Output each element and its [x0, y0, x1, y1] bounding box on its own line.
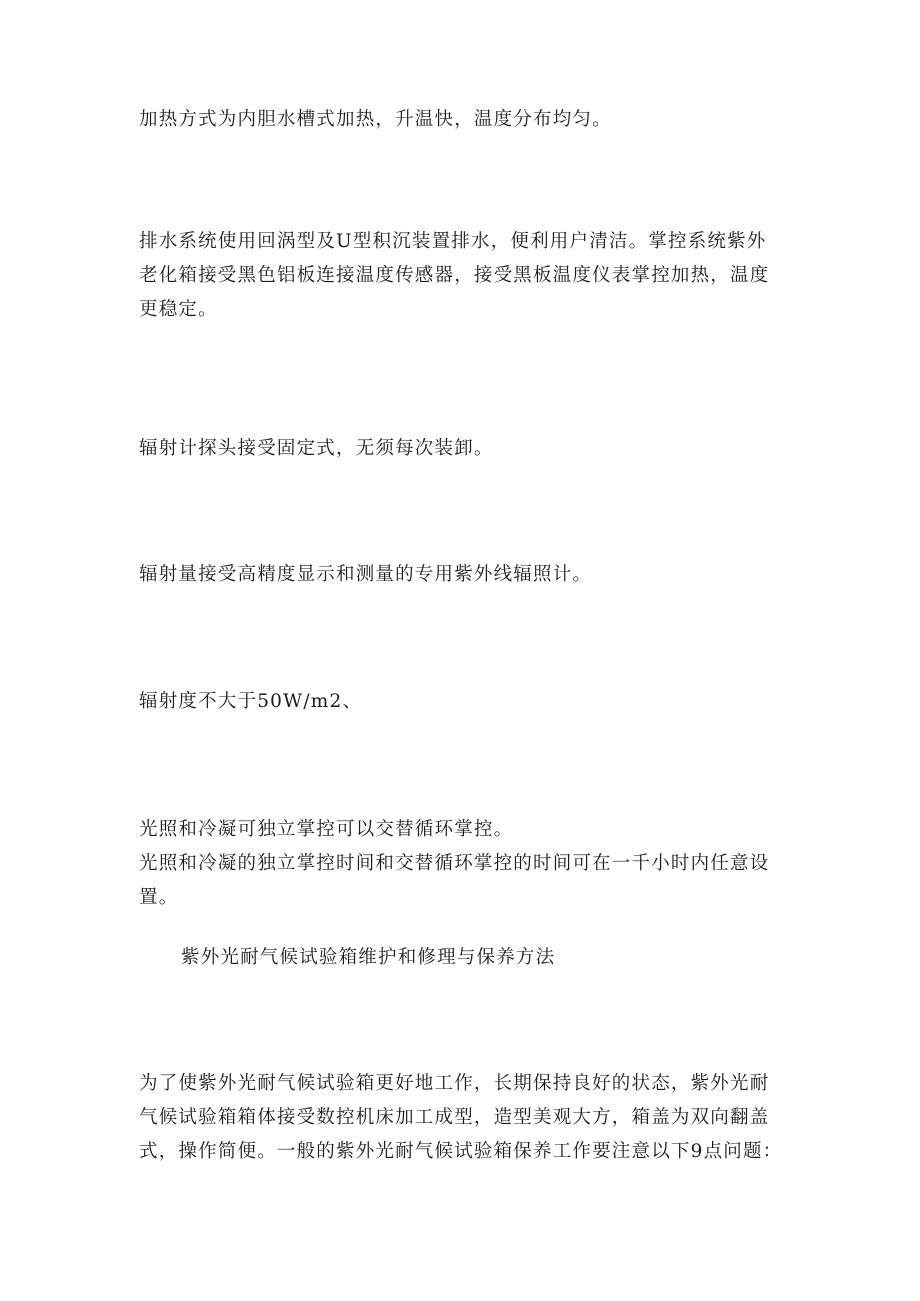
paragraph-line: 辐射计探头接受固定式，无须每次装卸。: [139, 438, 494, 459]
paragraph-line: 老化箱接受黑色铝板连接温度传感器，接受黑板温度仪表掌控加热，温度: [139, 265, 770, 286]
paragraph-radiation-measure: [139, 558, 799, 592]
paragraph-irradiance-limit: [139, 685, 799, 719]
paragraph-line: 气候试验箱箱体接受数控机床加工成型，造型美观大方，箱盖为双向翻盖: [139, 1107, 770, 1128]
paragraph-line: 置。: [139, 887, 179, 908]
paragraph-maintenance-intro: [139, 1067, 799, 1169]
paragraph-line: 加热方式为内胆水槽式加热，升温快，温度分布均匀。: [139, 109, 612, 130]
paragraph-drainage-control: [139, 225, 799, 327]
paragraph-radiometer-probe: [139, 432, 799, 466]
paragraph-heating-method: [139, 103, 799, 137]
paragraph-line: 辐射度不大于50W/m2、: [139, 691, 363, 712]
section-heading: 紫外光耐气候试验箱维护和修理与保养方法: [181, 947, 556, 968]
paragraph-line: 光照和冷凝的独立掌控时间和交替循环掌控的时间可在一千小时内任意设: [139, 853, 770, 874]
paragraph-line: 辐射量接受高精度显示和测量的专用紫外线辐照计。: [139, 564, 593, 585]
paragraph-line: 式，操作简便。一般的紫外光耐气候试验箱保养工作要注意以下9点问题：: [139, 1141, 783, 1162]
paragraph-line: 为了使紫外光耐气候试验箱更好地工作，长期保持良好的状态，紫外光耐: [139, 1073, 770, 1094]
paragraph-line: 排水系统使用回涡型及U型积沉装置排水，便利用户清洁。掌控系统紫外: [139, 231, 767, 252]
paragraph-light-condensation: [139, 813, 799, 915]
paragraph-line: 更稳定。: [139, 299, 218, 320]
paragraph-line: 光照和冷凝可独立掌控可以交替循环掌控。: [139, 819, 514, 840]
